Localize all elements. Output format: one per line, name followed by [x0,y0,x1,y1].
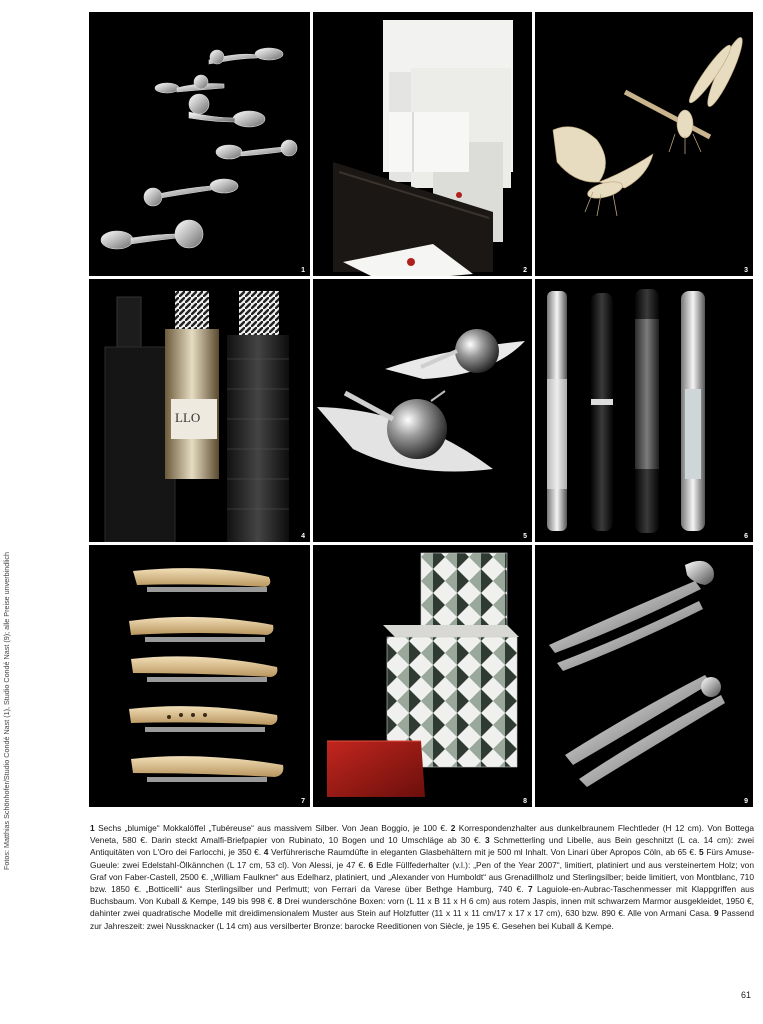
photo-number: 1 [301,267,305,274]
photo-number: 8 [523,798,527,805]
caption-text: Schmetterling und Libelle, aus Bein geschnitzt (L ca. 14 cm): zwei Antiquitäten von L'Oro dei Farlocchi, je 350 €. [90,835,754,858]
nutcrackers-illustration [535,545,753,807]
photo-oil-cans [313,279,532,542]
caption-number: 4 [263,847,269,858]
caption-text: Korrespondenzhalter aus dunkelbraunem Flechtleder (H 12 cm). Von Bottega Veneta, 580 €. Darin steckt Amalfi-Briefpapier von Rubinato, 10 Bogen und 10 Umschläge ab 30 €. [90,823,755,846]
letter-holder-illustration [313,12,532,276]
photo-number: 3 [744,267,748,274]
caption-text: Verführerische Raumdüfte in eleganten Glasbehältern mit je 500 ml Inhalt. Von Linari über Apropos Cöln, ab 65 €. [270,847,697,858]
photo-butterfly-dragonfly [535,12,753,276]
photo-credit: Fotos: Matthias Schönhofer/Studio Condé Nast (1), Studio Condé Nast (9); alle Preise unverbindlich [2,551,11,870]
photo-room-fragrances [89,279,310,542]
photo-number: 9 [744,798,748,805]
fragrance-label: LLO [175,410,201,425]
boxes-illustration [313,545,532,807]
caption-number: 6 [368,859,374,870]
caption-number: 1 [90,823,95,833]
spoons-illustration [89,12,310,276]
photo-number: 2 [523,267,527,274]
oil-cans-illustration [313,279,532,542]
photo-number: 6 [744,533,748,540]
caption-number: 7 [527,884,533,895]
caption-text: Sechs „blumige“ Mokkalöffel „Tubéreuse“ aus massivem Silber. Von Jean Boggio, je 100 €. [98,823,448,833]
caption-text: Passend zur Jahreszeit: zwei Nussknacker (L 14 cm) aus versilberter Bronze: barocke Reeditionen von Siècle, je 195 €. Gesehen bei Kuball & Kempe. [90,908,755,931]
photo-number: 5 [523,533,527,540]
photo-number: 4 [301,533,305,540]
photo-number: 7 [301,798,305,805]
caption-text: Edle Füllfederhalter (v.l.): „Pen of the Year 2007“, limitiert, platiniert und aus versteinertem Holz; von Graf von Faber-Castell, 2500 €. „William Faulkner“ aus Edelharz, platiniert, und „Alexander von Humboldt“ aus Grenadillholz und Sterlingsilber; beide limitiert, von Montblanc, 710 bzw. 1850 €. „Botticelli“ aus Sterlingsilber und Perlmutt; von Ferrari da Varese über Bethge Hamburg, 740 €. [90,859,754,895]
photo-spoons [89,12,310,276]
caption-number: 9 [713,908,719,919]
insects-illustration [535,12,753,276]
caption-number: 3 [485,835,490,846]
caption-text: Laguiole-en-Aubrac-Taschenmesser mit Klappgriffen aus Buchsbaum. Von Kuball & Kempe, 149 bis 998 €. [90,884,755,907]
fragrance-bottles-illustration [89,279,310,542]
page-number: 61 [740,990,751,1000]
photo-nutcrackers [535,545,753,807]
caption-text: Drei wunderschöne Boxen: vorn (L 11 x B 11 x H 6 cm) aus rotem Jaspis, innen mit schwarzem Marmor ausgekleidet, 1950 €, dahinter zwei quadratische Modelle mit dreidimensionalem Muster aus Stein auf Holzfutter (11 x 11 x 11 cm/17 x 17 x 17 cm), 630 bzw. 890 €. Alle von Armani Casa. [90,896,755,919]
caption-block [90,822,754,932]
photo-pocket-knives [89,545,310,807]
caption-number: 2 [450,823,456,833]
knives-illustration [89,545,310,807]
pens-illustration [535,279,753,542]
photo-stone-boxes [313,545,532,807]
caption-number: 8 [277,896,282,907]
caption-number: 5 [699,847,704,858]
photo-correspondence-holder [313,12,532,276]
photo-fountain-pens [535,279,753,542]
caption-text: Fürs Amuse-Gueule: zwei Edelstahl-Ölkännchen (L 17 cm, 53 cl). Von Alessi, je 47 €. [90,847,755,870]
